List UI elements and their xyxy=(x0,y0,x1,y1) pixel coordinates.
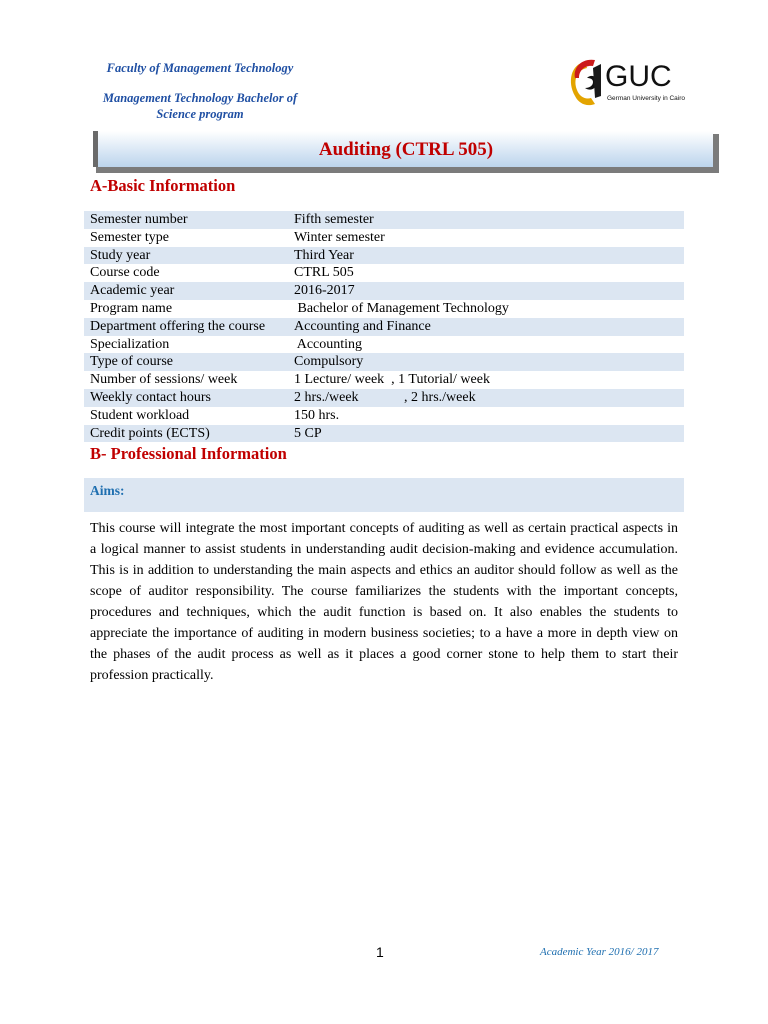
aims-label: Aims: xyxy=(90,483,125,498)
row-value: Accounting xyxy=(294,336,363,352)
row-value: Third Year xyxy=(294,247,354,263)
table-row xyxy=(84,425,684,443)
row-value: Accounting and Finance xyxy=(294,318,431,334)
row-value: 150 hrs. xyxy=(294,407,340,423)
row-value: Compulsory xyxy=(294,354,364,370)
row-label: Specialization xyxy=(90,336,170,352)
program-line-2: Science program xyxy=(156,107,244,121)
title-banner xyxy=(93,131,719,173)
table-row xyxy=(84,407,684,425)
row-label: Course code xyxy=(90,265,160,281)
basic-info-table xyxy=(84,211,684,442)
row-label: Credit points (ECTS) xyxy=(90,425,210,441)
row-label: Study year xyxy=(90,247,151,263)
row-value: 5 CP xyxy=(294,425,322,441)
row-value: Fifth semester xyxy=(294,212,374,227)
table-row xyxy=(84,371,684,389)
row-label: Semester type xyxy=(90,229,169,245)
table-row xyxy=(84,318,684,336)
row-label: Student workload xyxy=(90,407,190,423)
logo-subtext: German University in Cairo xyxy=(607,95,686,102)
footer-academic-year: Academic Year 2016/ 2017 xyxy=(540,946,659,958)
row-value: 2016-2017 xyxy=(294,283,355,299)
section-a-heading: A-Basic Information xyxy=(90,176,236,195)
guc-logo-graphic xyxy=(565,52,686,112)
aims-paragraph: This course will integrate the most important concepts of auditing as well as certain practical aspects in a logical manner to assist students in understanding audit decision-making and evidence accumulation. This is in addition to understanding the main aspects and ethics an auditor should follow as well as the scope of auditor responsibility. The course familiarizes the students with the important concepts, procedures and techniques, which the audit function is based on. It also enables the students to appreciate the importance of auditing in modern business societies; to a have a more in depth view on the phases of the audit process as well as it places a good corner stone to help them to start their profession practically. xyxy=(90,521,678,683)
row-label: Department offering the course xyxy=(90,318,266,334)
logo-text: GUC xyxy=(605,60,672,93)
table-row xyxy=(84,389,684,407)
row-value: 1 Lecture/ week , 1 Tutorial/ week xyxy=(294,372,490,388)
table-row xyxy=(84,211,684,229)
table-row xyxy=(84,282,684,300)
row-value: 2 hrs./week , 2 hrs./week xyxy=(294,389,476,405)
row-value: Winter semester xyxy=(294,229,385,245)
aims-header-box xyxy=(84,478,684,512)
program-line-1: Management Technology Bachelor of xyxy=(102,91,298,105)
row-label: Type of course xyxy=(90,354,173,370)
row-value: Bachelor of Management Technology xyxy=(294,300,509,316)
course-title: Auditing (CTRL 505) xyxy=(318,139,494,160)
page-number: 1 xyxy=(376,944,384,960)
table-row xyxy=(84,247,684,265)
guc-logo xyxy=(565,52,686,112)
row-label: Academic year xyxy=(90,283,175,299)
row-value: CTRL 505 xyxy=(294,265,354,281)
faculty-name: Faculty of Management Technology xyxy=(106,61,294,75)
program-name-header xyxy=(70,90,330,122)
section-b-heading: B- Professional Information xyxy=(90,444,287,463)
table-row xyxy=(84,300,684,318)
table-row xyxy=(84,229,684,247)
row-label: Number of sessions/ week xyxy=(90,372,238,388)
table-row xyxy=(84,264,684,282)
row-label: Program name xyxy=(90,300,173,316)
table-row xyxy=(84,336,684,354)
row-label: Weekly contact hours xyxy=(90,389,211,405)
table-row xyxy=(84,353,684,371)
row-label: Semester number xyxy=(90,212,188,227)
